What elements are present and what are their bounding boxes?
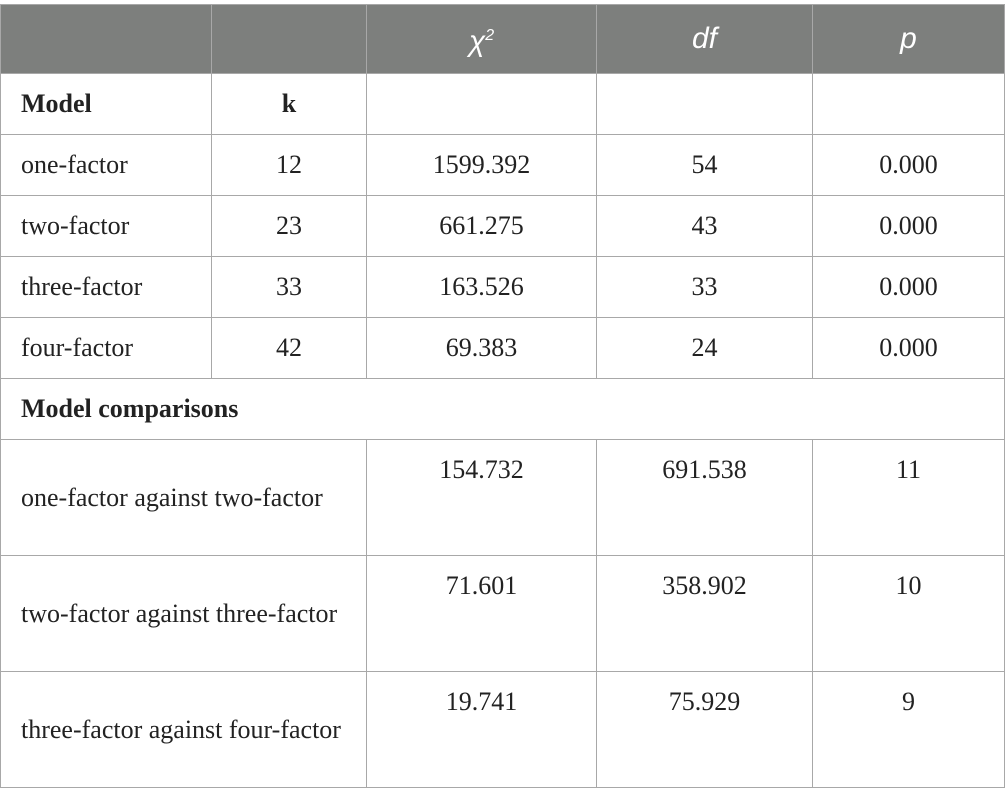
model-name: three-factor bbox=[1, 257, 212, 318]
comparison-chi2: 71.601 bbox=[367, 556, 597, 672]
chi-symbol: χ bbox=[468, 25, 486, 58]
model-k: 33 bbox=[212, 257, 367, 318]
model-k: 23 bbox=[212, 196, 367, 257]
model-p: 0.000 bbox=[813, 135, 1005, 196]
model-p: 0.000 bbox=[813, 257, 1005, 318]
comparison-name: one-factor against two-factor bbox=[1, 440, 367, 556]
subheader-k: k bbox=[212, 74, 367, 135]
table-row bbox=[1, 440, 1005, 556]
header-row bbox=[1, 5, 1005, 74]
model-chi2: 163.526 bbox=[367, 257, 597, 318]
comparison-p: 11 bbox=[813, 440, 1005, 556]
model-name: one-factor bbox=[1, 135, 212, 196]
table-row bbox=[1, 672, 1005, 788]
table-row bbox=[1, 196, 1005, 257]
comparison-name: three-factor against four-factor bbox=[1, 672, 367, 788]
subheader-empty-chi bbox=[367, 74, 597, 135]
table-row bbox=[1, 318, 1005, 379]
comparison-df: 358.902 bbox=[597, 556, 813, 672]
chi-superscript: 2 bbox=[485, 27, 495, 44]
subheader-empty-df bbox=[597, 74, 813, 135]
table-row bbox=[1, 556, 1005, 672]
model-chi2: 69.383 bbox=[367, 318, 597, 379]
model-fit-table bbox=[0, 4, 1005, 788]
model-name: two-factor bbox=[1, 196, 212, 257]
comparison-p: 10 bbox=[813, 556, 1005, 672]
model-df: 33 bbox=[597, 257, 813, 318]
comparison-name: two-factor against three-factor bbox=[1, 556, 367, 672]
model-name: four-factor bbox=[1, 318, 212, 379]
section-label-comparisons: Model comparisons bbox=[1, 379, 1005, 440]
section-row bbox=[1, 379, 1005, 440]
model-k: 12 bbox=[212, 135, 367, 196]
header-empty-2 bbox=[212, 5, 367, 74]
model-df: 54 bbox=[597, 135, 813, 196]
model-k: 42 bbox=[212, 318, 367, 379]
subheader-model: Model bbox=[1, 74, 212, 135]
subheader-empty-p bbox=[813, 74, 1005, 135]
model-p: 0.000 bbox=[813, 196, 1005, 257]
table-row bbox=[1, 135, 1005, 196]
model-df: 43 bbox=[597, 196, 813, 257]
model-chi2: 1599.392 bbox=[367, 135, 597, 196]
header-chi-square bbox=[367, 5, 597, 74]
comparison-chi2: 154.732 bbox=[367, 440, 597, 556]
header-empty-1 bbox=[1, 5, 212, 74]
model-chi2: 661.275 bbox=[367, 196, 597, 257]
comparison-p: 9 bbox=[813, 672, 1005, 788]
table-row bbox=[1, 257, 1005, 318]
model-df: 24 bbox=[597, 318, 813, 379]
subheader-row bbox=[1, 74, 1005, 135]
header-p: p bbox=[813, 5, 1005, 74]
comparison-df: 691.538 bbox=[597, 440, 813, 556]
model-p: 0.000 bbox=[813, 318, 1005, 379]
comparison-df: 75.929 bbox=[597, 672, 813, 788]
comparison-chi2: 19.741 bbox=[367, 672, 597, 788]
header-df: df bbox=[597, 5, 813, 74]
